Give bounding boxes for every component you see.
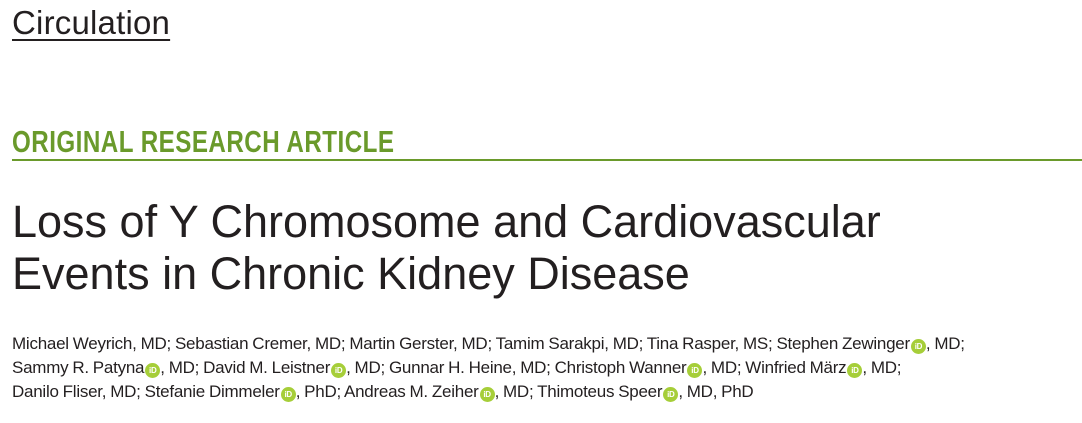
orcid-icon[interactable]: iD xyxy=(480,387,495,402)
author-text: , MD; Gunnar H. Heine, MD; Christoph Wanner xyxy=(346,358,687,377)
orcid-icon[interactable]: iD xyxy=(281,387,296,402)
author-text: , MD; xyxy=(862,358,902,377)
section-label: ORIGINAL RESEARCH ARTICLE xyxy=(12,124,395,159)
author-text: Sammy R. Patyna xyxy=(12,358,145,377)
author-text: , MD; Thimoteus Speer xyxy=(494,382,663,401)
author-line-2 xyxy=(12,356,1082,380)
author-text: Danilo Fliser, MD; Stefanie Dimmeler xyxy=(12,382,280,401)
article-title-line-2: Events in Chronic Kidney Disease xyxy=(12,248,690,299)
orcid-icon[interactable]: iD xyxy=(911,339,926,354)
author-list xyxy=(12,332,1082,404)
author-text: , MD, PhD xyxy=(678,382,754,401)
author-text: , MD; Winfried März xyxy=(702,358,847,377)
author-line-1 xyxy=(12,332,1082,356)
author-line-3 xyxy=(12,380,1082,404)
article-title xyxy=(12,196,1062,300)
orcid-icon[interactable]: iD xyxy=(687,363,702,378)
section-divider xyxy=(12,159,1082,161)
author-text: Michael Weyrich, MD; Sebastian Cremer, MD; Martin Gerster, MD; Tamim Sarakpi, MD; Tina Rasper, MS; Stephen Zewinger xyxy=(12,334,910,353)
article-title-line-1: Loss of Y Chromosome and Cardiovascular xyxy=(12,196,881,247)
author-text: , MD; David M. Leistner xyxy=(160,358,331,377)
author-text: , MD; xyxy=(925,334,965,353)
author-text: , PhD; Andreas M. Zeiher xyxy=(295,382,479,401)
orcid-icon[interactable]: iD xyxy=(145,363,160,378)
orcid-icon[interactable]: iD xyxy=(663,387,678,402)
journal-name-link[interactable]: Circulation xyxy=(12,4,171,41)
orcid-icon[interactable]: iD xyxy=(331,363,346,378)
orcid-icon[interactable]: iD xyxy=(847,363,862,378)
